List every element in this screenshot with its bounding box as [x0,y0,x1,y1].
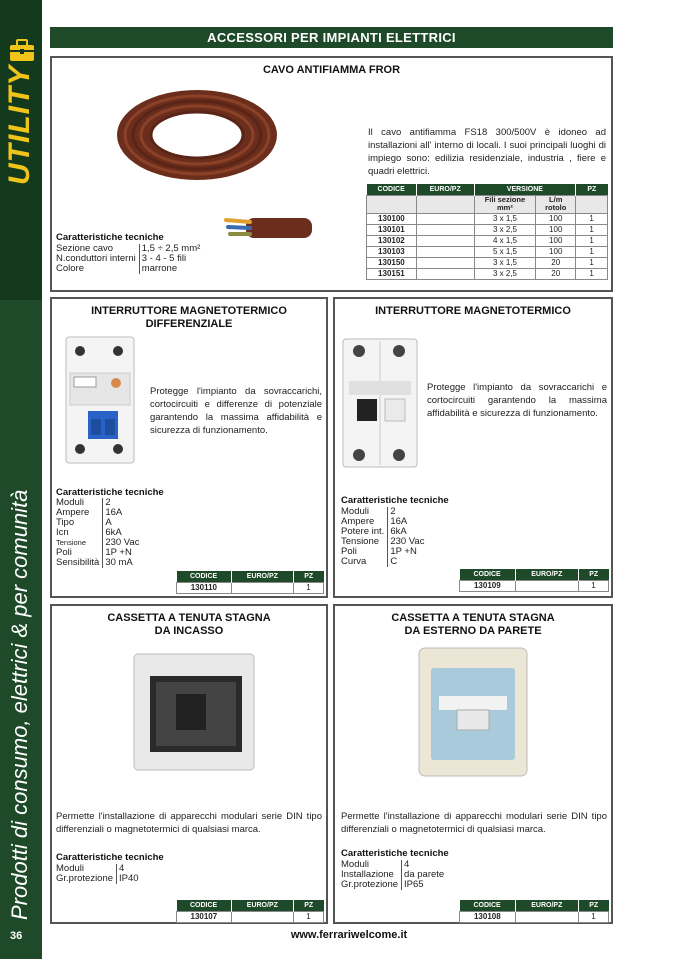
price-table: CODICE EURO/PZ PZ 130110 1 [176,571,324,594]
product-title: INTERRUTTORE MAGNETOTERMICO [375,305,571,317]
product-description: Permette l'installazione di apparecchi modulari serie DIN tipo differenziali o magnetotermici di qualsiasi marca. [56,811,322,835]
price-table: CODICE EURO/PZ PZ 130107 1 [176,900,324,923]
product-title: INTERRUTTORE MAGNETOTERMICO DIFFERENZIALE [91,305,287,330]
wall-box-image [417,646,529,778]
table-row: 130150 3 x 1,5 20 1 [367,257,608,268]
product-card-cassetta-incasso [50,604,328,924]
product-card-magnetotermico [333,297,613,598]
price-table: CODICE EURO/PZ PZ 130108 1 [459,900,609,923]
table-row: 130109 1 [460,580,609,591]
price-table: CODICE EURO/PZ VERSIONE PZ Fili sezione mm² L/m rotolo 130100 3 x 1,5 100 1 130101 3 x 2,5 100 1 130102 4 x 1,5 100 1 130103 5 x 1,5 100 1 130150 3 x 1,5 20 1 130151 3 x 2,5 20 1 [366,184,608,280]
table-row: 130102 4 x 1,5 100 1 [367,235,608,246]
product-description: Protegge l'impianto da sovraccarichi, cortocircuiti e differenze di potenziale garantendo la massima affidabilità e sicurezza di funzionamento. [150,386,322,436]
specs-title: Caratteristiche tecniche [56,852,164,863]
page-number: 36 [10,930,23,942]
table-row: 130101 3 x 2,5 100 1 [367,224,608,235]
specs-table: Moduli 2 Ampere 16A Potere int. 6kA Tensione 230 Vac Poli 1P +N Curva C [341,507,427,567]
price-table: CODICE EURO/PZ PZ 130109 1 [459,569,609,592]
specs-title: Caratteristiche tecniche [341,495,449,506]
cable-section-image [224,210,314,244]
table-row: 130100 3 x 1,5 100 1 [367,213,608,224]
specs-title: Caratteristiche tecniche [56,232,164,243]
specs-title: Caratteristiche tecniche [341,848,449,859]
table-row: 130108 1 [460,911,609,922]
specs-table: Sezione cavo 1,5 ÷ 2,5 mm² N.conduttori interni 3 - 4 - 5 fili Colore marrone [56,244,203,274]
table-row: 130151 3 x 2,5 20 1 [367,268,608,279]
sidebar-tagline: Prodotti di consumo, elettrici & per comunità [7,489,32,920]
product-card-cassetta-esterno [333,604,613,924]
page-title: ACCESSORI PER IMPIANTI ELETTRICI [50,27,613,48]
product-title: CAVO ANTIFIAMMA FROR [262,64,401,76]
table-row: 130110 1 [177,582,324,593]
product-description: Permette l'installazione di apparecchi modulari serie DIN tipo differenziali o magnetotermici di qualsiasi marca. [341,811,607,835]
product-card-differenziale [50,297,328,598]
breaker-image [341,337,419,469]
product-description: Protegge l'impianto da sovraccarichi e cortocircuiti garantendo la massima affidabilità e sicurezza di funzionamento. [427,382,607,419]
specs-table: Moduli 2 Ampere 16A Tipo A Icn 6kA Tensione 230 Vac Poli 1P +N Sensibilità 30 mA [56,498,142,568]
product-description: Il cavo antifiamma FS18 300/500V è idoneo ad installazioni all' interno di locali. I suoi principali luoghi di impiego sono: edilizia residenziale, industria , fiere e quadri elettrici. [368,127,606,177]
product-title: CASSETTA A TENUTA STAGNA DA ESTERNO DA PARETE [391,612,555,637]
specs-table: Moduli 4 Gr.protezione IP40 [56,864,142,884]
product-title: CASSETTA A TENUTA STAGNA DA INCASSO [107,612,271,637]
specs-title: Caratteristiche tecniche [56,487,164,498]
footer-link[interactable]: www.ferrariwelcome.it [290,929,408,941]
table-row: 130107 1 [177,911,324,922]
product-card-cavo [50,56,613,292]
breaker-differential-image [64,335,136,465]
cable-coil-image [112,80,282,190]
flush-box-image [132,652,256,772]
section-label: UTILITY [3,64,36,185]
specs-table: Moduli 4 Installazione da parete Gr.protezione IP65 [341,860,447,890]
table-row: 130103 5 x 1,5 100 1 [367,246,608,257]
